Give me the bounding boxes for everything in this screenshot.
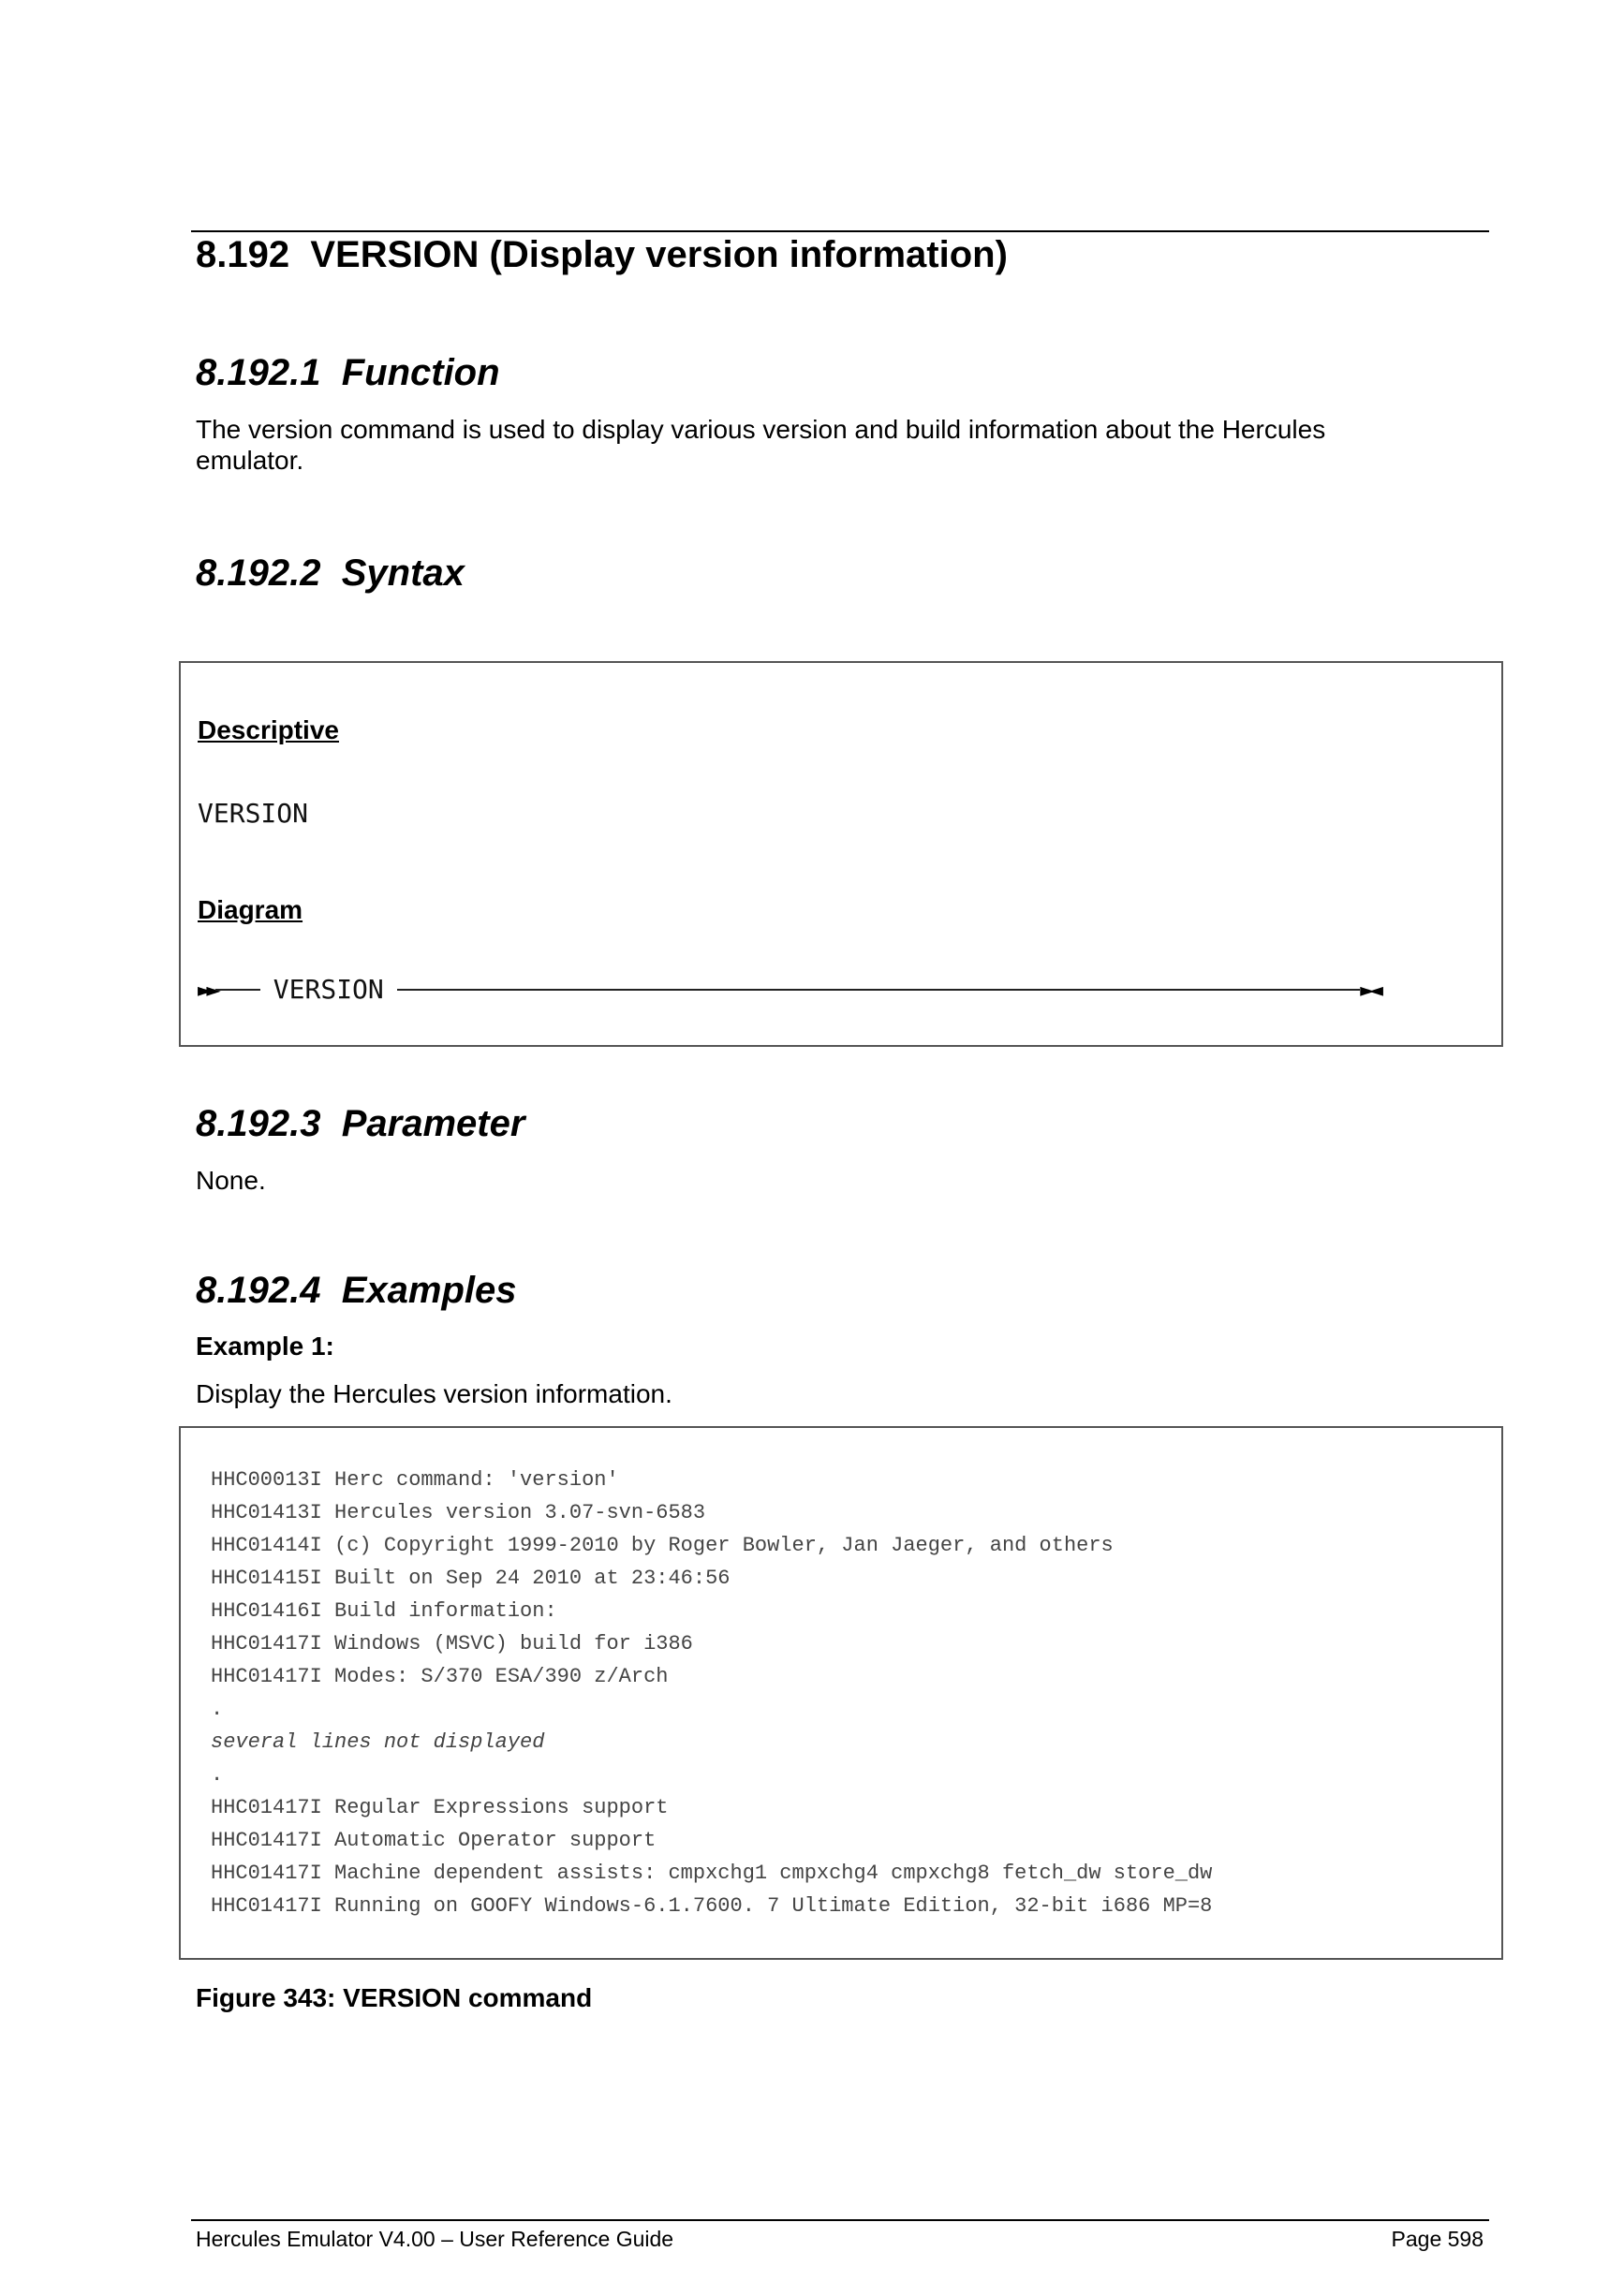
function-text-line-1: The version command is used to display various version and build information about the Hercules (196, 415, 1326, 444)
code-line: several lines not displayed (211, 1730, 545, 1754)
function-description (196, 414, 1498, 476)
header-rule (191, 230, 1489, 232)
diagram-label: Diagram (198, 895, 303, 924)
syntax-heading-number: 8.192.2 (196, 552, 321, 594)
parameter-text: None. (196, 1166, 266, 1195)
code-line: HHC01417I Running on GOOFY Windows-6.1.7600. 7 Ultimate Edition, 32-bit i686 MP=8 (211, 1894, 1213, 1918)
code-line: HHC01414I (c) Copyright 1999-2010 by Roger Bowler, Jan Jaeger, and others (211, 1534, 1114, 1557)
diagram-line-end (397, 989, 1360, 991)
example-output-code (211, 1464, 1212, 1922)
code-line: HHC01416I Build information: (211, 1599, 557, 1623)
code-line: HHC01417I Automatic Operator support (211, 1829, 657, 1852)
syntax-heading (196, 552, 465, 595)
code-line: HHC01415I Built on Sep 24 2010 at 23:46:56 (211, 1567, 731, 1590)
syntax-heading-text: Syntax (341, 552, 465, 594)
diagram-keyword: VERSION (273, 974, 384, 1005)
figure-caption: Figure 343: VERSION command (196, 1983, 593, 2012)
code-line: HHC01413I Hercules version 3.07-svn-6583 (211, 1501, 706, 1524)
footer-left: Hercules Emulator V4.00 – User Reference Guide (196, 2227, 674, 2251)
example-label: Example 1: (196, 1332, 334, 1361)
section-title (196, 234, 1008, 276)
syntax-diagram (198, 974, 1378, 1005)
footer-page-number: Page 598 (1391, 2227, 1484, 2251)
examples-heading-number: 8.192.4 (196, 1270, 321, 1311)
code-line: HHC01417I Regular Expressions support (211, 1796, 669, 1819)
diagram-start-arrow-icon: ►► (198, 978, 215, 1001)
parameter-heading-number: 8.192.3 (196, 1103, 321, 1144)
function-heading (196, 352, 500, 394)
code-line: HHC01417I Machine dependent assists: cmpxchg1 cmpxchg4 cmpxchg8 fetch_dw store_dw (211, 1862, 1213, 1885)
footer-rule (191, 2219, 1489, 2221)
syntax-box (179, 661, 1503, 1047)
code-line: HHC01417I Windows (MSVC) build for i386 (211, 1632, 693, 1656)
code-line: . (211, 1763, 224, 1787)
example-output-box (179, 1426, 1503, 1960)
parameter-heading-text: Parameter (341, 1103, 525, 1144)
descriptive-label: Descriptive (198, 715, 339, 744)
descriptive-value: VERSION (198, 798, 309, 829)
parameter-heading (196, 1103, 524, 1145)
code-line: . (211, 1698, 224, 1721)
example-description: Display the Hercules version information. (196, 1379, 672, 1408)
examples-heading (196, 1270, 516, 1312)
section-number: 8.192 (196, 234, 290, 275)
code-line: HHC00013I Herc command: 'version' (211, 1468, 619, 1492)
examples-heading-text: Examples (341, 1270, 517, 1311)
code-line: HHC01417I Modes: S/370 ESA/390 z/Arch (211, 1665, 669, 1688)
function-text-line-2: emulator. (196, 446, 304, 475)
function-heading-number: 8.192.1 (196, 352, 321, 393)
diagram-end-arrow-icon: ►◄ (1360, 978, 1378, 1001)
section-title-text: VERSION (Display version information) (310, 234, 1008, 275)
diagram-line-start (215, 989, 260, 991)
function-heading-text: Function (341, 352, 500, 393)
